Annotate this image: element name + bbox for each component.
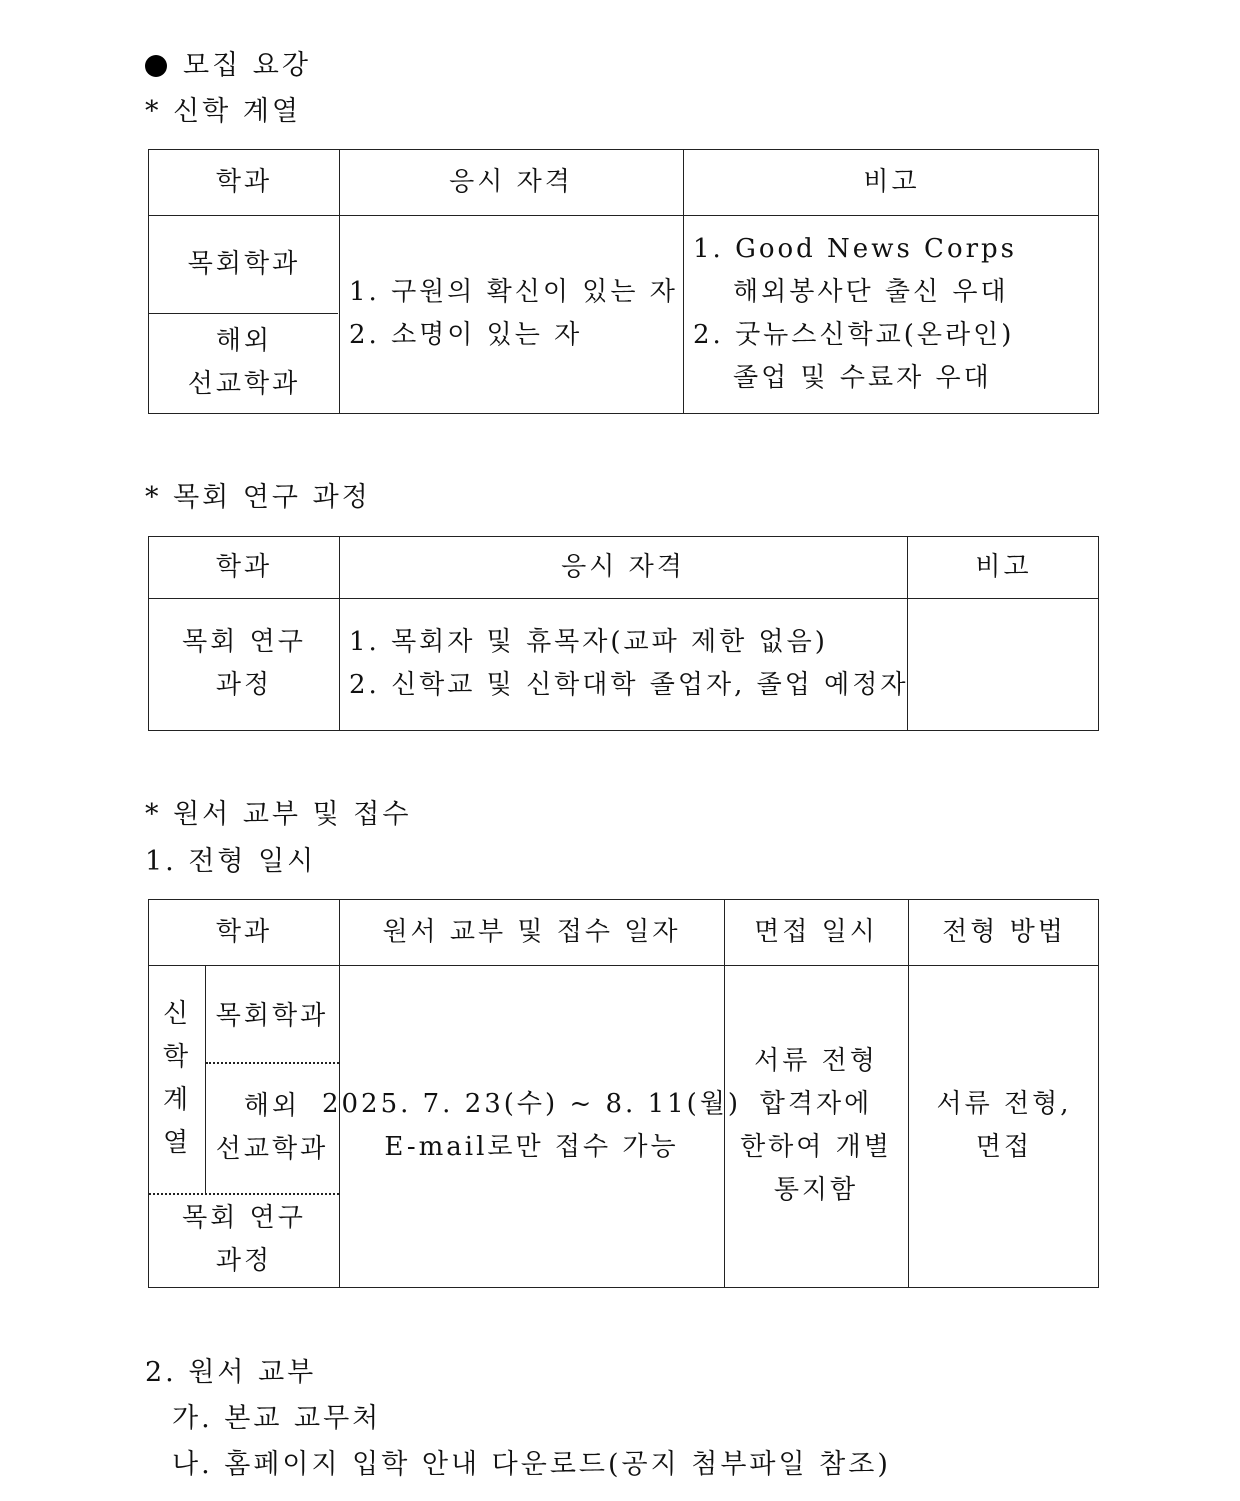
qualification-item: 1. 목회자 및 휴목자(교파 제한 없음) xyxy=(349,627,828,657)
qualification-item: 2. 신학교 및 신학대학 졸업자, 졸업 예정자 xyxy=(349,670,909,700)
department-pastoral-research: 목회 연구 과정 xyxy=(182,1203,306,1276)
header-method: 전형 방법 xyxy=(942,917,1066,947)
section-title-theology: * 신학 계열 xyxy=(145,96,301,127)
note-empty xyxy=(907,598,1100,730)
interview-info: 서류 전형 합격자에 한하여 개별 통지함 xyxy=(740,1046,892,1205)
qualification-list xyxy=(339,215,683,413)
qualification-item: 1. 구원의 확신이 있는 자 xyxy=(349,277,678,307)
section-title-pastoral: * 목회 연구 과정 xyxy=(145,482,371,513)
qualification-list xyxy=(339,598,907,730)
header-department: 학과 xyxy=(215,552,273,582)
group-label-theology: 신 학 계 열 xyxy=(162,999,192,1158)
note-item: 2. 굿뉴스신학교(온라인) xyxy=(693,320,1015,350)
note-item-cont: 졸업 및 수료자 우대 xyxy=(733,363,992,393)
header-qualification: 응시 자격 xyxy=(449,167,573,197)
note-list xyxy=(683,215,1100,413)
distribution-item: 가. 본교 교무처 xyxy=(172,1403,382,1434)
department-pastoral-research: 목회 연구 과정 xyxy=(182,627,306,700)
department-missions: 해외 선교학과 xyxy=(187,326,301,399)
header-note: 비고 xyxy=(975,552,1032,582)
theology-table xyxy=(148,149,1099,414)
section-title-application: * 원서 교부 및 접수 xyxy=(145,799,412,830)
distribution-item: 나. 홈페이지 입학 안내 다운로드(공지 첨부파일 참조) xyxy=(172,1449,891,1480)
department-pastoral: 목회학과 xyxy=(187,248,301,279)
header-interview: 면접 일시 xyxy=(754,917,878,947)
distribution-title: 2. 원서 교부 xyxy=(145,1357,317,1388)
header-note: 비고 xyxy=(863,167,920,197)
pastoral-table xyxy=(148,536,1099,731)
header-qualification: 응시 자격 xyxy=(561,552,685,582)
qualification-item: 2. 소명이 있는 자 xyxy=(349,320,583,350)
selection-method: 서류 전형, 면접 xyxy=(936,1089,1072,1162)
note-item: 1. Good News Corps xyxy=(693,234,1018,264)
filled-circle-icon xyxy=(145,55,167,77)
note-item-cont: 해외봉사단 출신 우대 xyxy=(733,277,1009,307)
header-department: 학과 xyxy=(215,167,273,197)
application-dates: 2025. 7. 23(수) ~ 8. 11(월) E-mail로만 접수 가능 xyxy=(321,1089,742,1162)
schedule-table xyxy=(148,899,1099,1288)
department-missions: 해외 선교학과 xyxy=(215,1090,329,1164)
department-pastoral: 목회학과 xyxy=(215,1001,329,1031)
heading-title: 모집 요강 xyxy=(183,50,311,81)
header-dates: 원서 교부 및 접수 일자 xyxy=(382,917,681,947)
schedule-title: 1. 전형 일시 xyxy=(145,846,317,877)
header-department: 학과 xyxy=(215,917,273,947)
heading xyxy=(145,52,311,79)
